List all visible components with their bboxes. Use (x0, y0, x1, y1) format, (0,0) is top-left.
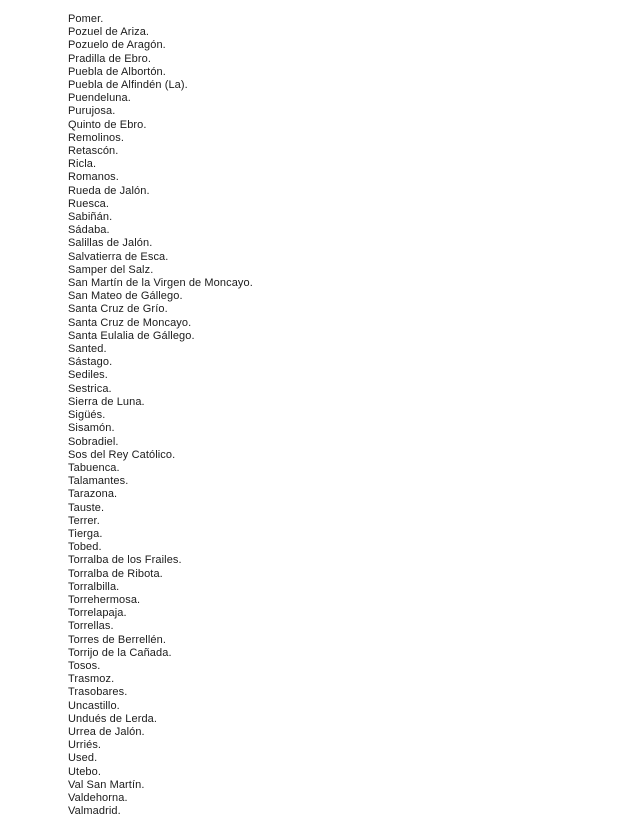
list-item: Urriés. (68, 739, 102, 752)
list-item: Santa Cruz de Grío. (68, 303, 168, 316)
list-item: Trasobares. (68, 686, 128, 699)
list-item: Sobradiel. (68, 435, 119, 448)
list-item: Santa Cruz de Moncayo. (68, 316, 192, 329)
list-item: Torralba de Ribota. (68, 567, 163, 580)
list-item: Uncastillo. (68, 699, 120, 712)
list-item: Santed. (68, 343, 107, 356)
list-item: Salillas de Jalón. (68, 237, 153, 250)
list-item: Valmadrid. (68, 805, 121, 818)
list-item: Torrellas. (68, 620, 114, 633)
list-item: Puebla de Alfindén (La). (68, 79, 188, 92)
list-item: Used. (68, 752, 98, 765)
list-item: Torralba de los Frailes. (68, 554, 182, 567)
list-item: Ricla. (68, 158, 97, 171)
list-item: Sástago. (68, 356, 113, 369)
list-item: Val San Martín. (68, 778, 145, 791)
list-item: Purujosa. (68, 105, 116, 118)
list-item: Sierra de Luna. (68, 395, 145, 408)
list-item: Ruesca. (68, 197, 110, 210)
list-item: Sestrica. (68, 382, 112, 395)
list-item: Tauste. (68, 501, 105, 514)
list-item: Pozuelo de Aragón. (68, 39, 166, 52)
list-item: Rueda de Jalón. (68, 184, 150, 197)
municipality-list (68, 13, 622, 818)
list-item: Tabuenca. (68, 461, 120, 474)
list-item: Torres de Berrellén. (68, 633, 166, 646)
list-item: Santa Eulalia de Gállego. (68, 329, 195, 342)
list-item: Pozuel de Ariza. (68, 26, 150, 39)
list-item: Sádaba. (68, 224, 110, 237)
list-item: Sos del Rey Católico. (68, 448, 176, 461)
list-item: Quinto de Ebro. (68, 118, 147, 131)
list-item: Pradilla de Ebro. (68, 52, 152, 65)
list-item: San Martín de la Virgen de Moncayo. (68, 277, 253, 290)
list-item: Sigüés. (68, 409, 106, 422)
list-item: Talamantes. (68, 475, 129, 488)
list-item: Torrelapaja. (68, 607, 127, 620)
list-item: Terrer. (68, 514, 100, 527)
list-item: Puendeluna. (68, 92, 131, 105)
list-item: Utebo. (68, 765, 102, 778)
list-item: Undués de Lerda. (68, 712, 158, 725)
list-item: Pomer. (68, 13, 104, 25)
list-item: Tosos. (68, 659, 101, 672)
list-item: Romanos. (68, 171, 119, 184)
list-item: Tobed. (68, 541, 102, 554)
list-item: Salvatierra de Esca. (68, 250, 169, 263)
list-item: Sabiñán. (68, 211, 113, 224)
list-item: Torralbilla. (68, 580, 120, 593)
list-item: San Mateo de Gállego. (68, 290, 183, 303)
list-item: Torrehermosa. (68, 593, 141, 606)
list-item: Puebla de Albortón. (68, 65, 166, 78)
list-item: Tierga. (68, 527, 103, 540)
list-item: Sediles. (68, 369, 108, 382)
list-item: Valdehorna. (68, 791, 128, 804)
list-item: Sisamón. (68, 422, 115, 435)
list-item: Tarazona. (68, 488, 118, 501)
list-item: Torrijo de la Cañada. (68, 646, 172, 659)
list-item: Retascón. (68, 145, 119, 158)
list-item: Urrea de Jalón. (68, 725, 145, 738)
list-item: Remolinos. (68, 131, 125, 144)
list-item: Trasmoz. (68, 673, 115, 686)
list-item: Samper del Salz. (68, 263, 154, 276)
